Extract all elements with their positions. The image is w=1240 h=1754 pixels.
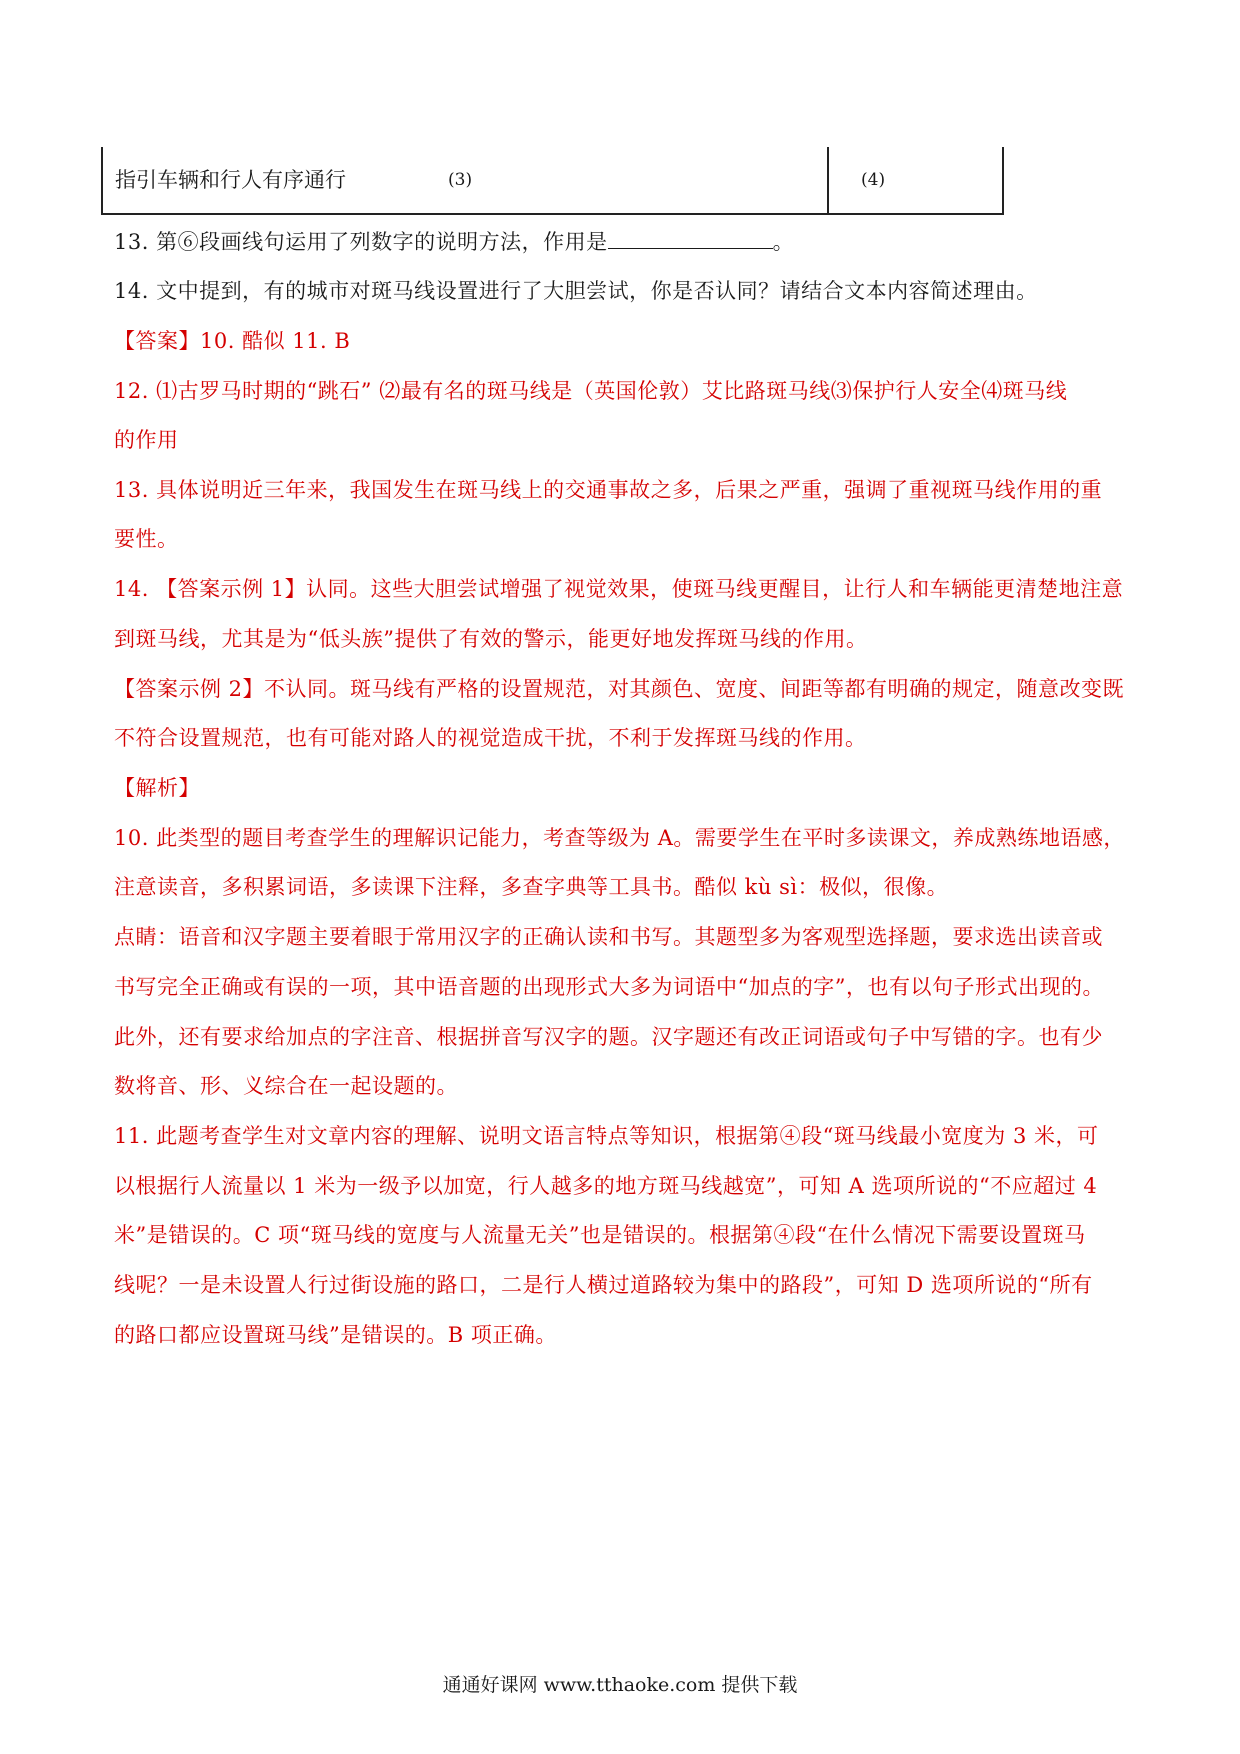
- analysis-line-1: 10. 此类型的题目考查学生的理解识记能力，考查等级为 A。需要学生在平时多读课文，养成熟练地语感，: [114, 826, 1125, 850]
- analysis-line-10: 线呢？一是未设置人行过街设施的路口，二是行人横过道路较为集中的路段”，可知 D 选项所说的“所有: [114, 1273, 1093, 1297]
- answer-line-6: 14. 【答案示例 1】认同。这些大胆尝试增强了视觉效果，使斑马线更醒目，让行人和车辆能更清楚地注意: [114, 577, 1124, 601]
- answer-line-3: 的作用: [114, 428, 179, 452]
- analysis-line-7: 11. 此题考查学生对文章内容的理解、说明文语言特点等知识，根据第④段“斑马线最小宽度为 3 米，可: [114, 1124, 1099, 1148]
- analysis-line-2: 注意读音，多积累词语，多读课下注释，多查字典等工具书。酷似 kù sì：极似，很像。: [114, 875, 949, 899]
- answer-line-9: 不符合设置规范，也有可能对路人的视觉造成干扰，不利于发挥斑马线的作用。: [114, 726, 867, 750]
- answer-line-5: 要性。: [114, 527, 179, 551]
- analysis-line-5: 此外，还有要求给加点的字注音、根据拼音写汉字的题。汉字题还有改正词语或句子中写错的字。也有少: [114, 1025, 1103, 1049]
- analysis-line-8: 以根据行人流量以 1 米为一级予以加宽，行人越多的地方斑马线越宽”，可知 A 选项所说的“不应超过 4: [114, 1174, 1098, 1198]
- analysis-line-11: 的路口都应设置斑马线”是错误的。B 项正确。: [114, 1323, 557, 1347]
- answer-line-1: 【答案】10. 酷似 11. B: [114, 329, 351, 353]
- table-fragment: [101, 147, 1004, 215]
- page-footer: 通通好课网 www.tthaoke.com 提供下载: [442, 1674, 798, 1696]
- answer-line-7: 到斑马线，尤其是为“低头族”提供了有效的警示，能更好地发挥斑马线的作用。: [114, 627, 868, 651]
- answer-blank: [608, 228, 773, 249]
- table-cell-function: 指引车辆和行人有序通行: [115, 168, 346, 192]
- question-13-end: 。: [772, 230, 795, 254]
- answer-line-2: 12. ⑴古罗马时期的“跳石” ⑵最有名的斑马线是（英国伦敦）艾比路斑马线⑶保护行人安全⑷斑马线: [114, 379, 1068, 403]
- analysis-heading: 【解析】: [114, 776, 200, 800]
- table-cell-blank-3: (3): [448, 170, 473, 190]
- table-column-divider: [827, 147, 829, 213]
- analysis-line-6: 数将音、形、义综合在一起设题的。: [114, 1074, 458, 1098]
- analysis-line-3: 点睛：语音和汉字题主要着眼于常用汉字的正确认读和书写。其题型多为客观型选择题，要求选出读音或: [114, 925, 1103, 949]
- question-14: 14. 文中提到，有的城市对斑马线设置进行了大胆尝试，你是否认同？请结合文本内容简述理由。: [114, 279, 1038, 303]
- analysis-line-9: 米”是错误的。C 项“斑马线的宽度与人流量无关”也是错误的。根据第④段“在什么情况下需要设置斑马: [114, 1223, 1086, 1247]
- table-cell-blank-4: (4): [861, 170, 886, 190]
- analysis-line-4: 书写完全正确或有误的一项，其中语音题的出现形式大多为词语中“加点的字”，也有以句子形式出现的。: [114, 975, 1104, 999]
- answer-line-4: 13. 具体说明近三年来，我国发生在斑马线上的交通事故之多，后果之严重，强调了重视斑马线作用的重: [114, 478, 1103, 502]
- question-13-text: 13. 第⑥段画线句运用了列数字的说明方法，作用是: [114, 230, 608, 254]
- question-13: [114, 228, 794, 256]
- answer-line-8: 【答案示例 2】不认同。斑马线有严格的设置规范，对其颜色、宽度、间距等都有明确的规定，随意改变既: [114, 677, 1125, 701]
